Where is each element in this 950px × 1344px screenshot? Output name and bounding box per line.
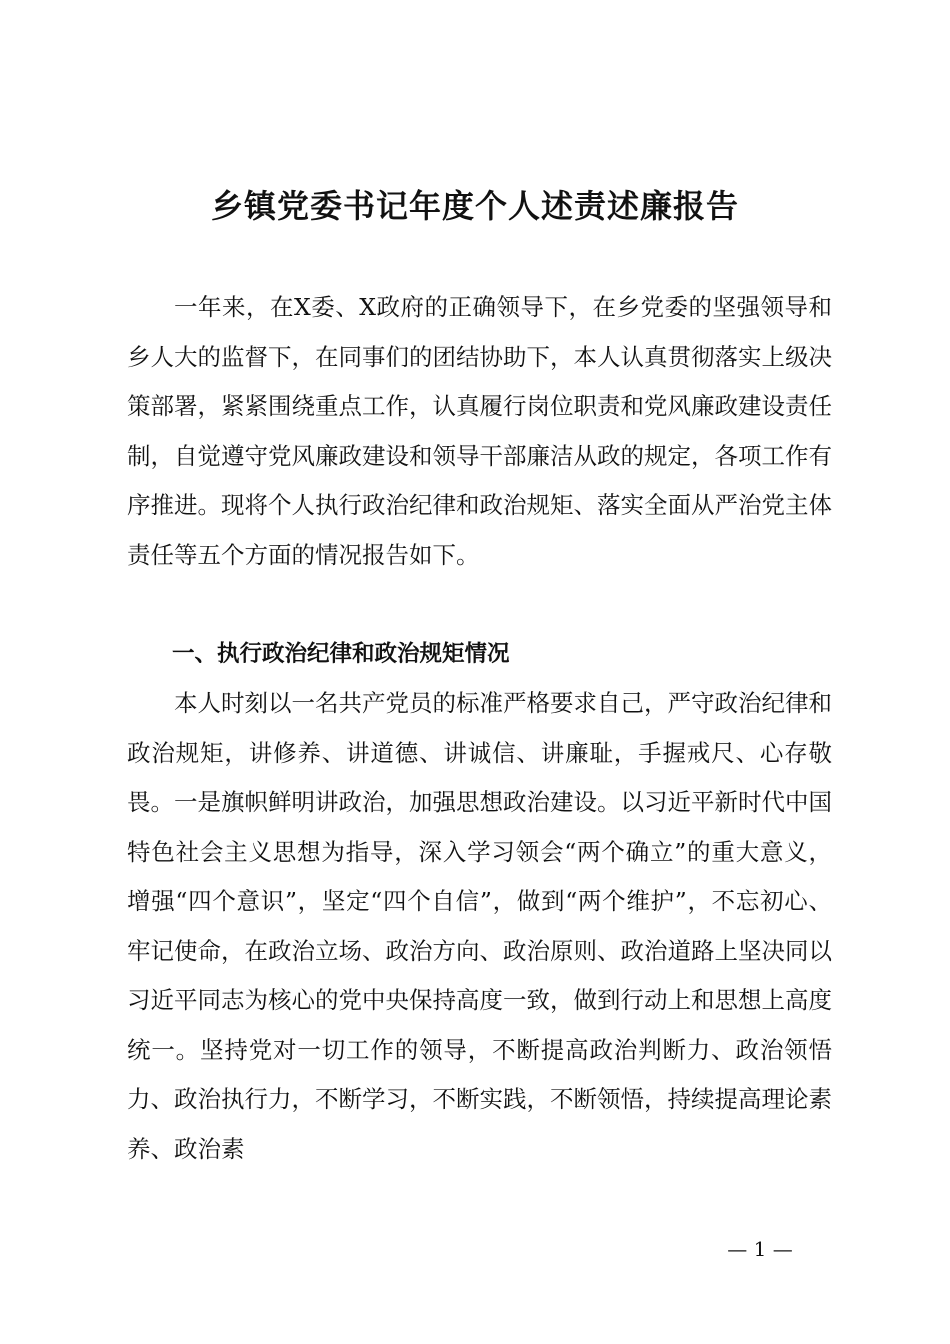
- section-1-paragraph: 本人时刻以一名共产党员的标准严格要求自己，严守政治纪律和政治规矩，讲修养、讲道德、讲诚信、讲廉耻，手握戒尺、心存敬畏。一是旗帜鲜明讲政治，加强思想政治建设。以习近平新时代中国特色社会主义思想为指导，深入学习领会“两个确立”的重大意义，增强“四个意识”，坚定“四个自信”，做到“两个维护”，不忘初心、牢记使命，在政治立场、政治方向、政治原则、政治道路上坚决同以习近平同志为核心的党中央保持高度一致，做到行动上和思想上高度统一。坚持党对一切工作的领导，不断提高政治判断力、政治领悟力、政治执行力，不断学习，不断实践，不断领悟，持续提高理论素养、政治素: [127, 689, 832, 1163]
- section-heading-1: 一、执行政治纪律和政治规矩情况: [172, 641, 510, 667]
- page-number: — 1 —: [727, 1237, 793, 1261]
- document-title: 乡镇党委书记年度个人述责述廉报告: [210, 187, 739, 225]
- intro-paragraph: 一年来，在X委、X政府的正确领导下，在乡党委的坚强领导和乡人大的监督下，在同事们的团结协助下，本人认真贯彻落实上级决策部署，紧紧围绕重点工作，认真履行岗位职责和党风廉政建设责任制，自觉遵守党风廉政建设和领导干部廉洁从政的规定，各项工作有序推进。现将个人执行政治纪律和政治规矩、落实全面从严治党主体责任等五个方面的情况报告如下。: [127, 293, 832, 569]
